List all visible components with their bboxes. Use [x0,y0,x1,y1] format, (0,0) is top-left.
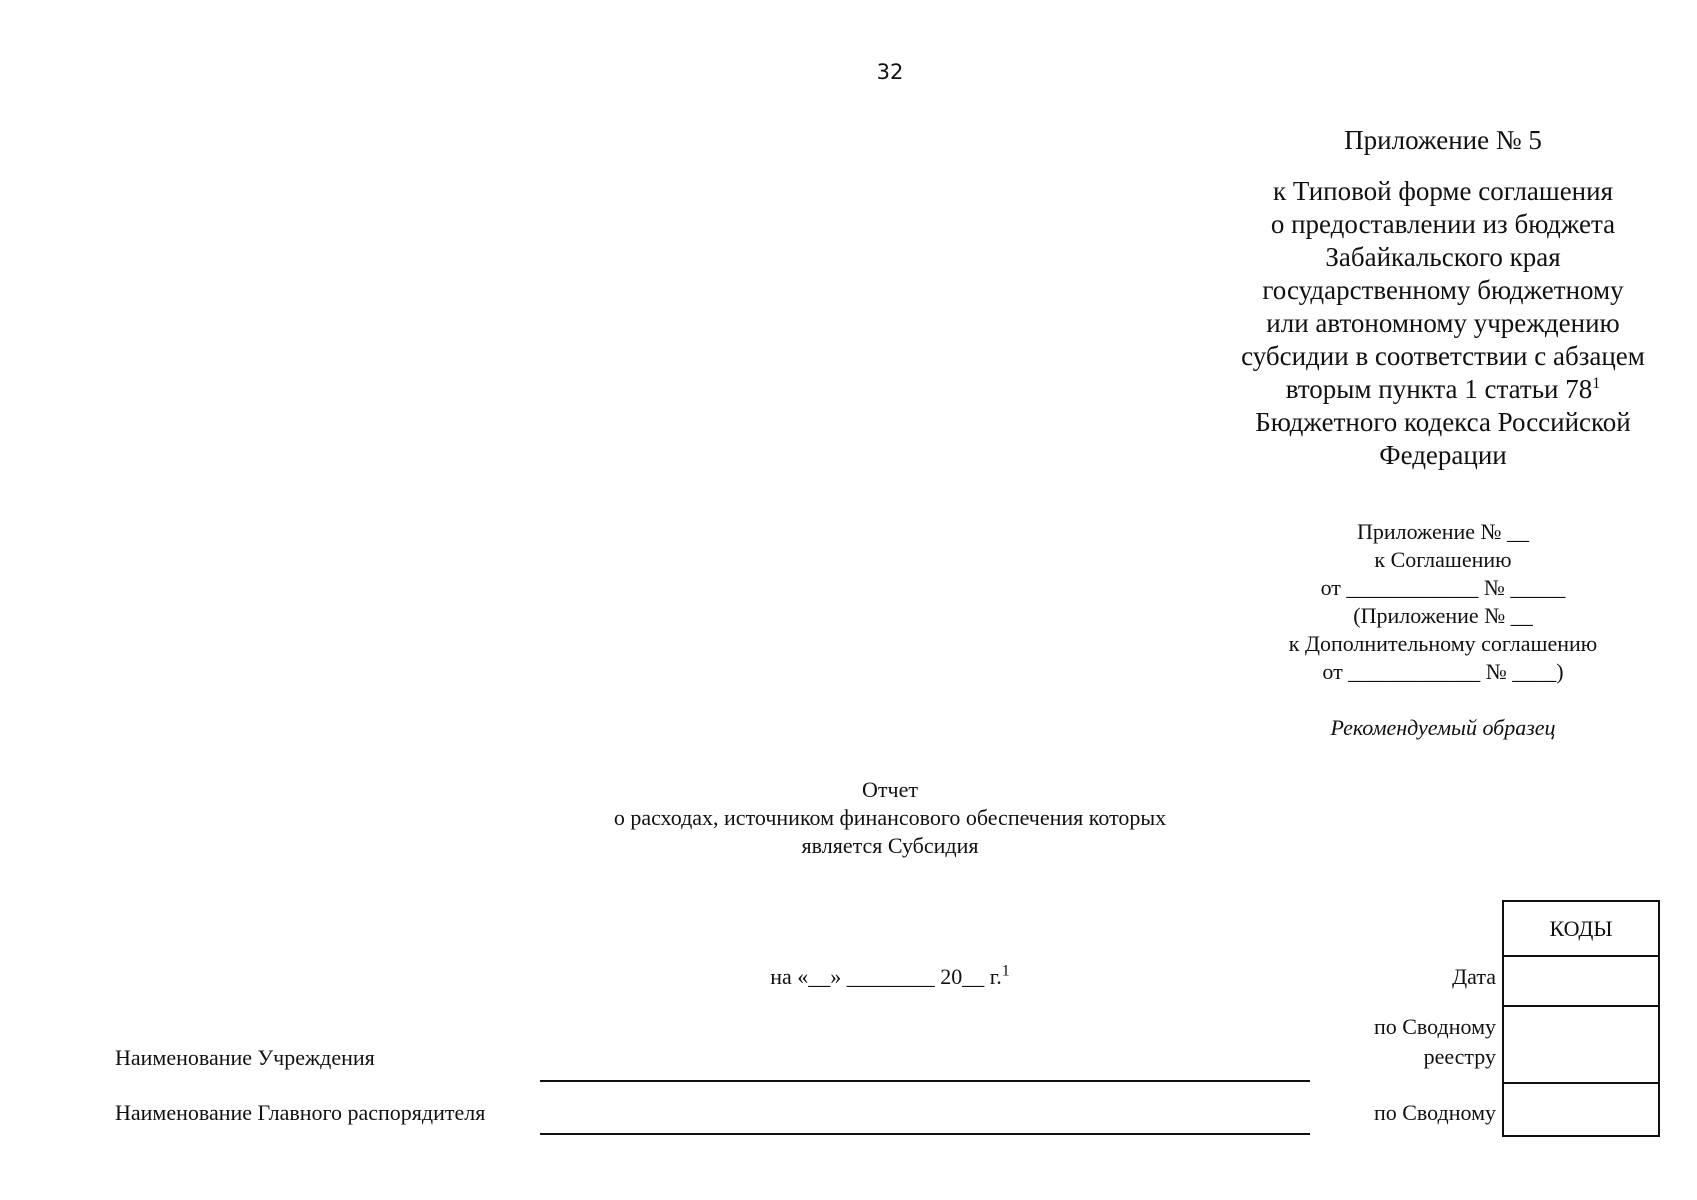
appendix-line: государственному бюджетному [1262,275,1624,305]
code-label-registry [1374,1012,1496,1072]
code-cell-registry-2[interactable] [1503,1083,1659,1136]
report-title-line: является Субсидия [801,833,979,858]
code-label-registry-line: реестру [1423,1044,1496,1069]
agreement-line: от ____________ № _____ [1320,575,1566,600]
codes-table [1502,900,1660,1137]
institution-name-label: Наименование Учреждения [115,1045,375,1070]
appendix-line: Забайкальского края [1325,242,1561,272]
main-manager-name-line[interactable] [540,1133,1310,1135]
page-number: 32 [876,60,904,84]
appendix-line: о предоставлении из бюджета [1270,209,1616,239]
code-label-registry-2: по Сводному [1373,1100,1496,1125]
recommended-sample: Рекомендуемый образец [1330,715,1556,740]
agreement-line: к Дополнительному соглашению [1288,631,1598,656]
appendix-header [1213,124,1673,472]
report-title-line: о расходах, источником финансового обеспечения которых [613,805,1167,830]
agreement-line: Приложение № __ [1356,519,1530,544]
appendix-line: Бюджетного кодекса Российской [1255,407,1631,437]
codes-header: КОДЫ [1503,901,1659,956]
article-superscript: 1 [1592,375,1601,392]
appendix-article-line [1213,373,1673,406]
article-text: вторым пункта 1 статьи 78 [1285,374,1593,404]
report-date-text: на «__» ________ 20__ г. [770,964,1002,989]
code-label-date: Дата [1452,964,1496,989]
code-label-registry-line: по Сводному [1373,1014,1496,1039]
agreement-line: к Соглашению [1374,547,1512,572]
appendix-line: Федерации [1379,440,1507,470]
main-manager-name-label: Наименование Главного распорядителя [115,1100,486,1125]
report-title-line: Отчет [862,777,918,802]
report-date-line [0,964,1697,990]
appendix-line: к Типовой форме соглашения [1273,176,1613,206]
agreement-reference [1213,518,1673,686]
appendix-line: субсидии в соответствии с абзацем [1241,341,1645,371]
appendix-title: Приложение № 5 [1344,125,1542,155]
report-date-superscript: 1 [1001,962,1010,980]
code-cell-registry[interactable] [1503,1006,1659,1083]
report-title [0,776,1697,860]
agreement-line: (Приложение № __ [1353,603,1533,628]
code-cell-date[interactable] [1503,956,1659,1006]
institution-name-line[interactable] [540,1080,1310,1082]
appendix-line: или автономному учреждению [1266,308,1620,338]
agreement-line: от ____________ № ____) [1322,659,1564,684]
